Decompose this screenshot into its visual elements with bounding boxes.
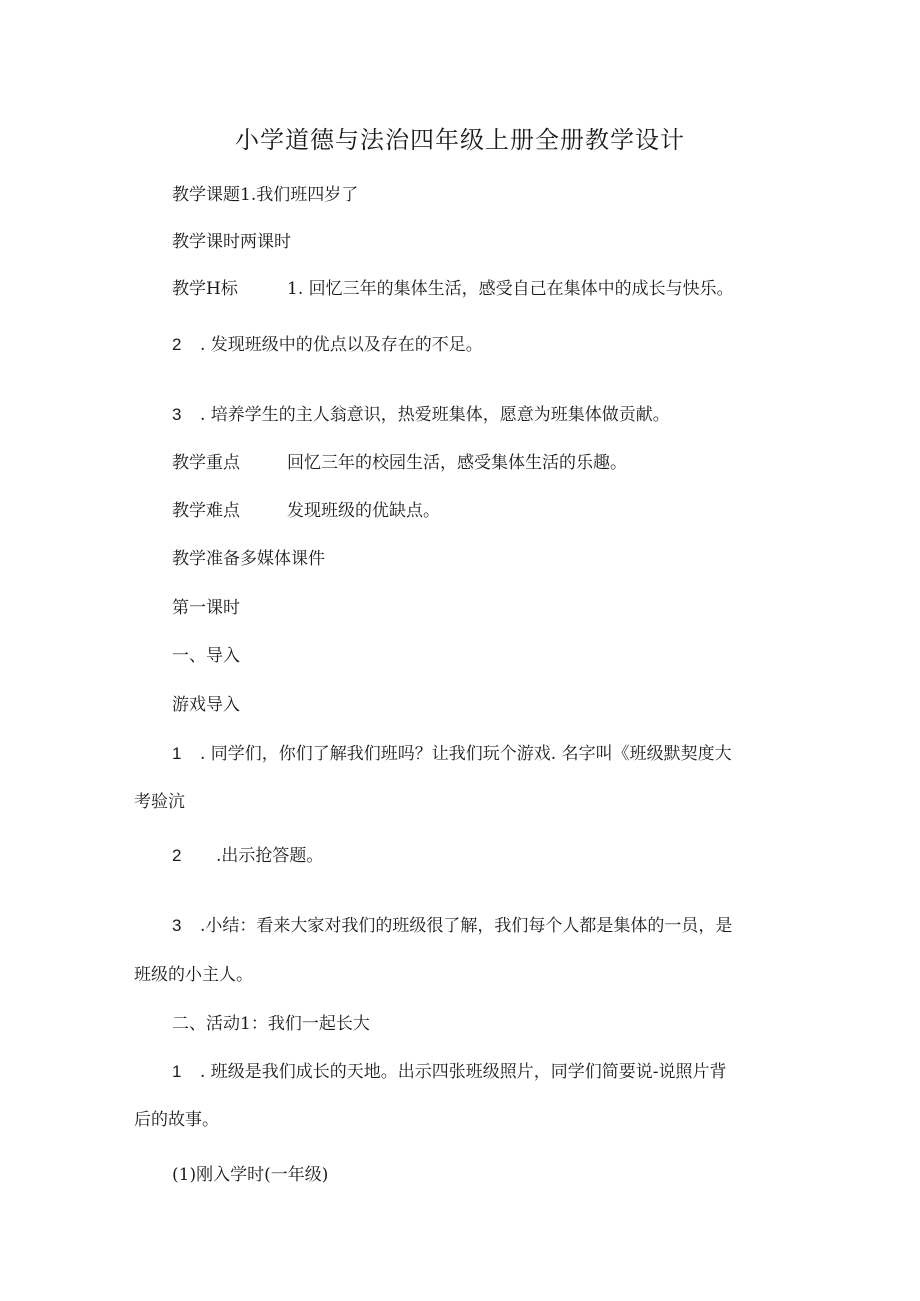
item-3-number: 3 <box>172 916 182 935</box>
section-1-heading: 一、导入 <box>172 646 240 666</box>
item-1-text: . 同学们，你们了解我们班吗？让我们玩个游戏. 名字叫《班级默契度大 <box>200 744 732 764</box>
goals-label: 教学H标 <box>172 279 238 299</box>
goal-2-row <box>172 330 483 355</box>
item-3-continuation: 班级的小主人。 <box>134 965 253 985</box>
key-point-label: 教学重点 <box>172 453 240 473</box>
item-3-text: .小结：看来大家对我们的班级很了解，我们每个人都是集体的一员，是 <box>200 916 733 936</box>
key-point: 回忆三年的校园生活，感受集体生活的乐趣。 <box>287 453 627 473</box>
document-title: 小学道德与法治四年级上册全册教学设计 <box>235 126 685 154</box>
goal-3-number: 3 <box>172 405 182 424</box>
item-1-number: 1 <box>172 744 182 763</box>
item-2-row <box>172 841 323 866</box>
item-4-number: 1 <box>172 1062 182 1081</box>
item-4-row <box>172 1057 727 1082</box>
sub-item-1: (1)刚入学时(一年级) <box>172 1165 329 1185</box>
game-intro: 游戏导入 <box>172 695 240 715</box>
goal-3-row <box>172 400 670 425</box>
preparation: 教学准备多媒体课件 <box>172 549 325 569</box>
goal-1: 1. 回忆三年的集体生活，感受自己在集体中的成长与快乐。 <box>287 279 734 299</box>
difficulty-row <box>172 496 440 521</box>
key-point-row <box>172 448 627 473</box>
item-1-row <box>172 739 732 764</box>
class-hours: 教学课时两课时 <box>172 232 291 252</box>
item-2-text: .出示抢答题。 <box>216 846 324 866</box>
item-4-text: . 班级是我们成长的天地。出示四张班级照片，同学们简要说-说照片背 <box>200 1062 727 1082</box>
item-4-continuation: 后的故事。 <box>134 1110 219 1130</box>
lesson-1-heading: 第一课时 <box>172 598 240 618</box>
item-3-row <box>172 911 732 936</box>
item-1-continuation: 考验沆 <box>134 792 185 812</box>
goal-2: . 发现班级中的优点以及存在的不足。 <box>200 335 483 355</box>
goals-row <box>172 274 734 299</box>
difficulty-label: 教学难点 <box>172 501 240 521</box>
item-2-number: 2 <box>172 846 182 865</box>
difficulty: 发现班级的优缺点。 <box>287 501 440 521</box>
goal-3: . 培养学生的主人翁意识，热爱班集体，愿意为班集体做贡献。 <box>200 405 670 425</box>
section-2-heading: 二、活动1：我们一起长大 <box>172 1014 370 1034</box>
goal-2-number: 2 <box>172 335 182 354</box>
course-title: 教学课题1.我们班四岁了 <box>172 185 359 205</box>
